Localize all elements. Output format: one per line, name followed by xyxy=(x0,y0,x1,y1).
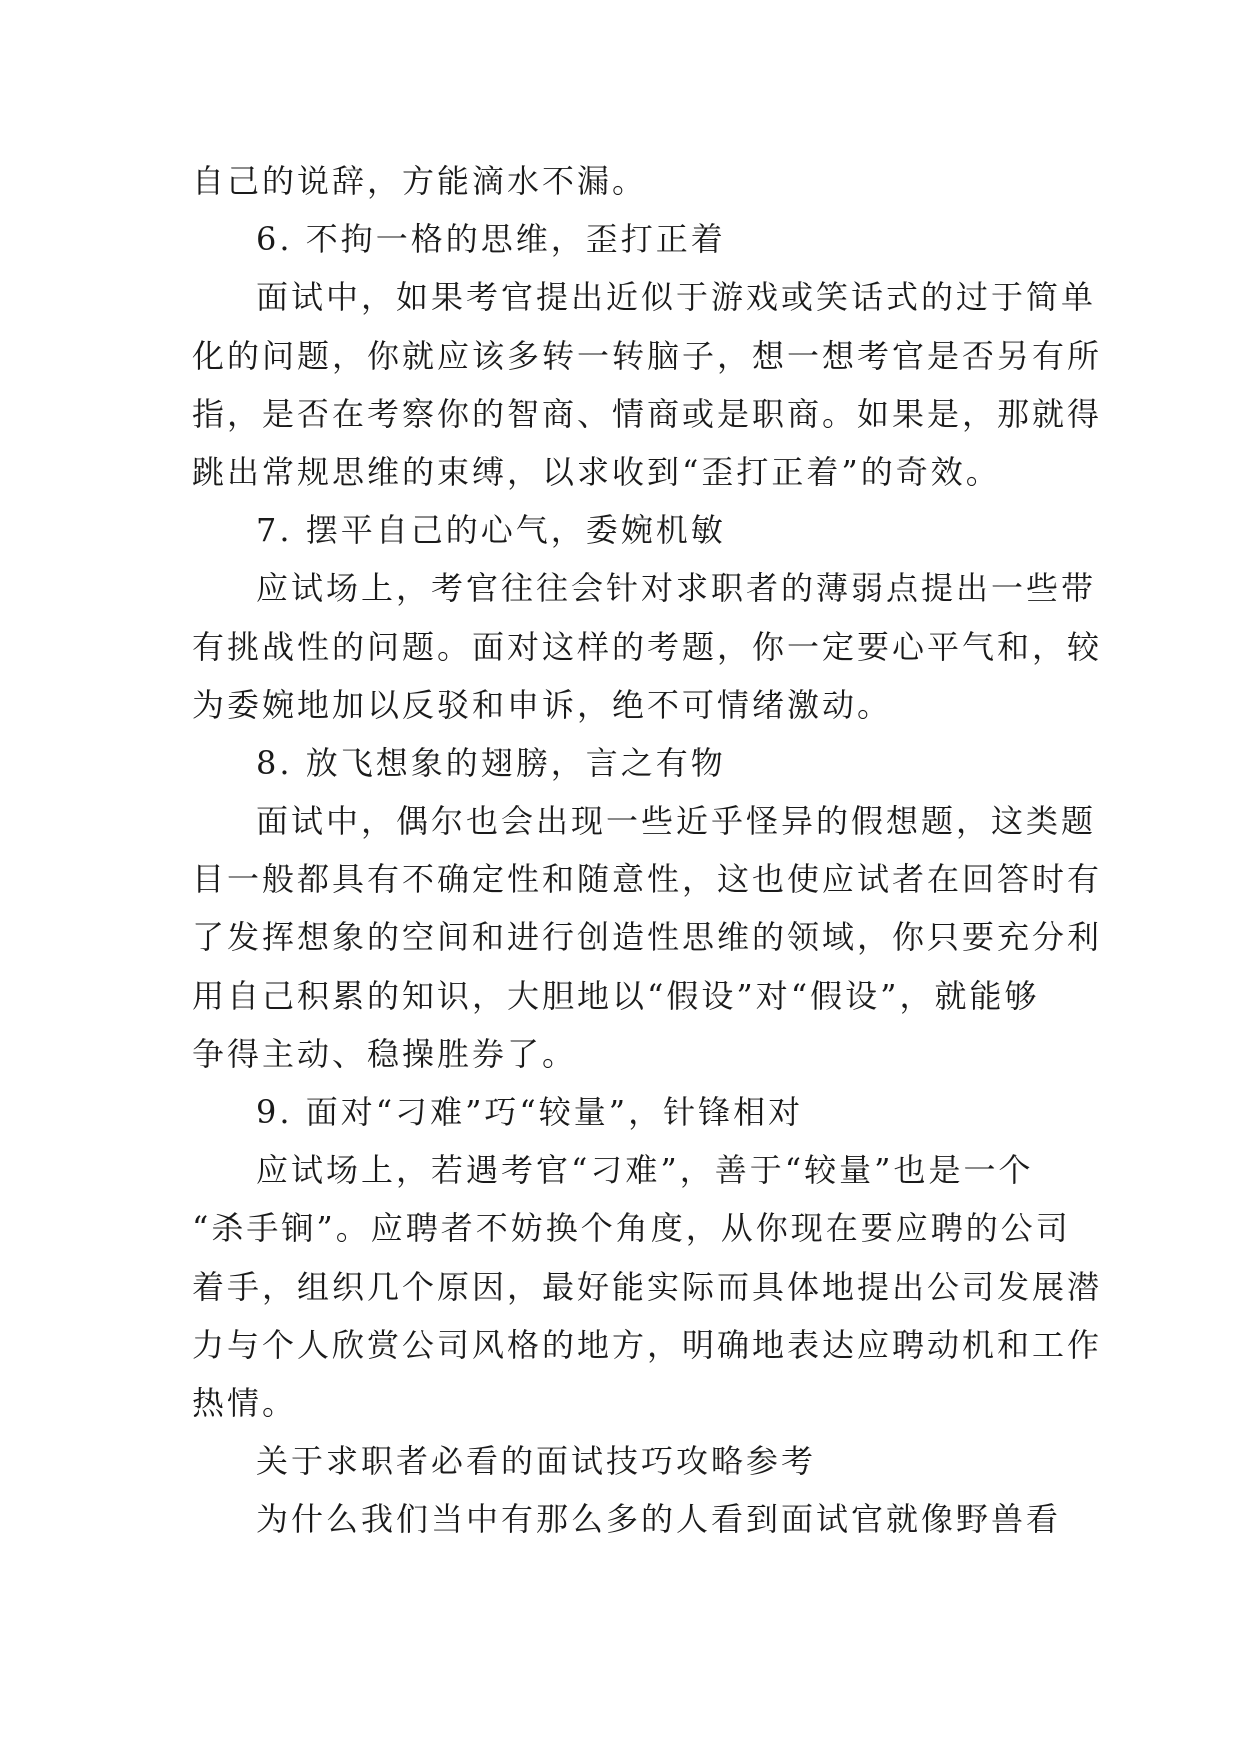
text-line: 力与个人欣赏公司风格的地方，明确地表达应聘动机和工作 xyxy=(192,1325,1103,1364)
text-line: 热情。 xyxy=(192,1383,298,1422)
text-line: 了发挥想象的空间和进行创造性思维的领域，你只要充分利 xyxy=(192,918,1103,957)
text-line: 应试场上，若遇考官“刁难”，善于“较量”也是一个 xyxy=(256,1151,1034,1190)
text-line: 应试场上，考官往往会针对求职者的薄弱点提出一些带 xyxy=(256,569,1097,608)
text-line: 着手，组织几个原因，最好能实际而具体地提出公司发展潜 xyxy=(192,1267,1103,1306)
text-line: 为什么我们当中有那么多的人看到面试官就像野兽看 xyxy=(256,1500,1062,1539)
section-heading-7: 7. 摆平自己的心气，委婉机敏 xyxy=(256,511,726,550)
text-line: “杀手锏”。应聘者不妨换个角度，从你现在要应聘的公司 xyxy=(192,1209,1071,1248)
text-line: 为委婉地加以反驳和申诉，绝不可情绪激动。 xyxy=(192,685,893,724)
text-line: 有挑战性的问题。面对这样的考题，你一定要心平气和，较 xyxy=(192,627,1103,666)
text-line: 自己的说辞，方能滴水不漏。 xyxy=(192,162,648,200)
text-line: 争得主动、稳操胜券了。 xyxy=(192,1034,578,1073)
text-line: 化的问题，你就应该多转一转脑子，想一想考官是否另有所 xyxy=(192,336,1103,375)
text-line: 目一般都具有不确定性和随意性，这也使应试者在回答时有 xyxy=(192,860,1103,899)
section-heading-8: 8. 放飞想象的翅膀，言之有物 xyxy=(256,743,726,782)
text-line: 指，是否在考察你的智商、情商或是职商。如果是，那就得 xyxy=(192,394,1103,433)
text-line: 面试中，偶尔也会出现一些近乎怪异的假想题，这类题 xyxy=(256,802,1097,841)
body-text xyxy=(192,152,1103,1549)
section-heading-6: 6. 不拘一格的思维，歪打正着 xyxy=(256,220,726,259)
section-heading-9: 9. 面对“刁难”巧“较量”，针锋相对 xyxy=(256,1093,804,1131)
text-line: 跳出常规思维的束缚，以求收到“歪打正着”的奇效。 xyxy=(192,452,1001,491)
text-line: 面试中，如果考官提出近似于游戏或笑话式的过于简单 xyxy=(256,278,1097,317)
text-line: 用自己积累的知识，大胆地以“假设”对“假设”，就能够 xyxy=(192,976,1040,1015)
article-heading: 关于求职者必看的面试技巧攻略参考 xyxy=(256,1442,817,1481)
